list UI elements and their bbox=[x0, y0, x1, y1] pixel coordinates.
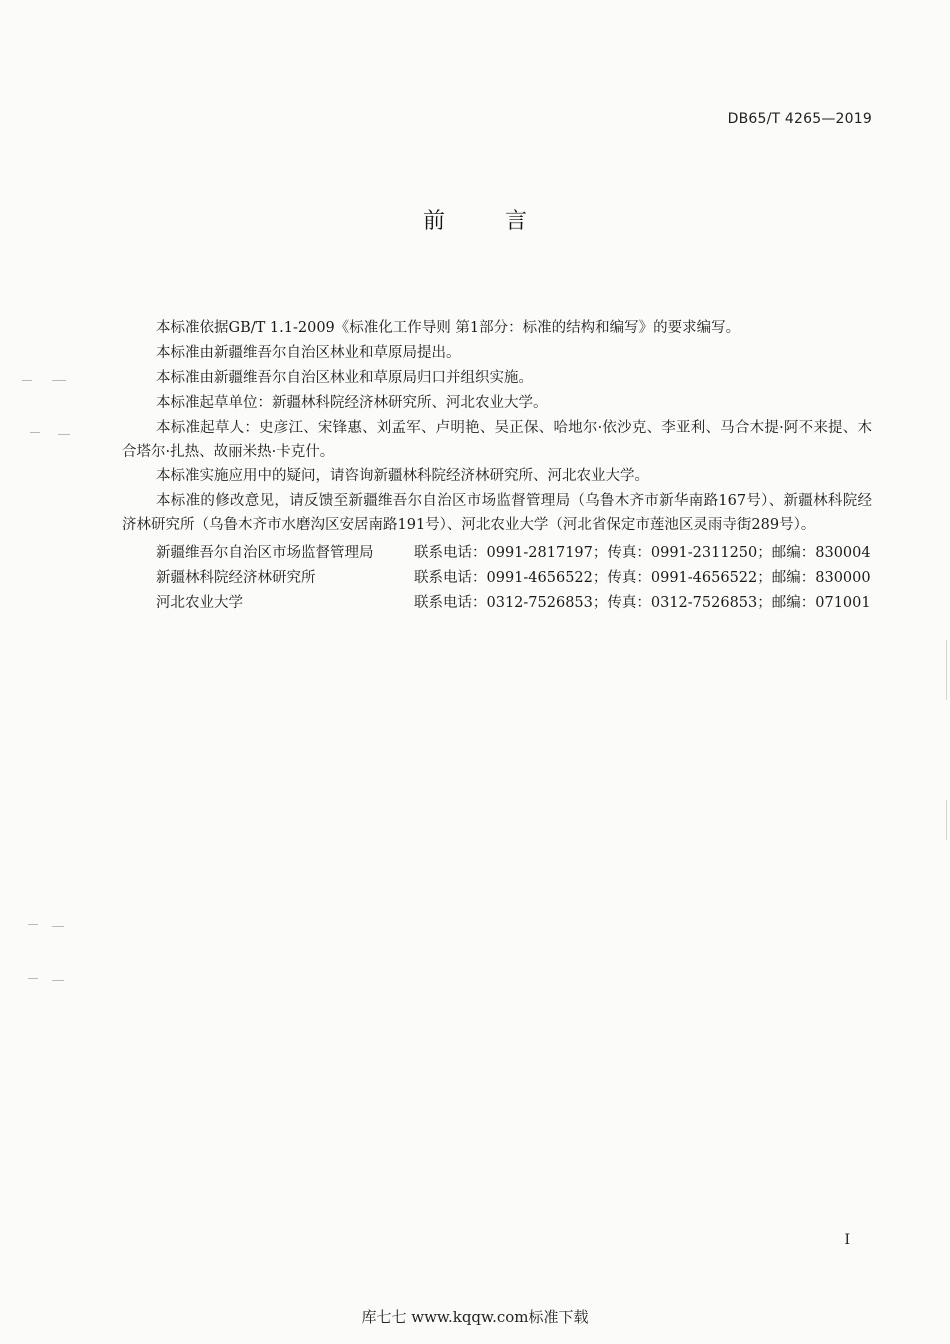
scan-mark bbox=[52, 380, 66, 381]
paragraph-drafters: 本标准起草人：史彦江、宋锋惠、刘孟军、卢明艳、吴正保、哈地尔·依沙克、李亚利、马合木提·阿不来提、木合塔尔·扎热、故丽米热·卡克什。 bbox=[122, 420, 872, 460]
scan-mark bbox=[52, 980, 64, 981]
contact-info: 联系电话：0991-4656522；传真：0991-4656522；邮编：830000 bbox=[414, 570, 871, 586]
scan-edge bbox=[946, 800, 947, 840]
paragraph-proposer: 本标准由新疆维吾尔自治区林业和草原局提出。 bbox=[156, 345, 461, 361]
paragraph-inquiries: 本标准实施应用中的疑问，请咨询新疆林科院经济林研究所、河北农业大学。 bbox=[156, 468, 649, 484]
scan-mark bbox=[52, 926, 64, 927]
contact-row bbox=[122, 541, 872, 566]
contact-name: 新疆林科院经济林研究所 bbox=[156, 570, 316, 586]
paragraph-drafting-units: 本标准起草单位：新疆林科院经济林研究所、河北农业大学。 bbox=[156, 395, 548, 411]
page-number: I bbox=[844, 1232, 850, 1248]
footer-watermark: 库七七 www.kqqw.com标准下载 bbox=[361, 1308, 589, 1326]
contact-name: 新疆维吾尔自治区市场监督管理局 bbox=[156, 545, 374, 561]
contact-name: 河北农业大学 bbox=[156, 595, 243, 611]
scan-mark bbox=[28, 924, 38, 925]
scan-mark bbox=[58, 434, 70, 435]
paragraph-administrator: 本标准由新疆维吾尔自治区林业和草原局归口并组织实施。 bbox=[156, 370, 533, 386]
contact-row bbox=[122, 591, 872, 616]
scan-mark bbox=[22, 380, 32, 381]
page-title: 前言 bbox=[422, 209, 587, 234]
contact-list bbox=[122, 541, 872, 616]
standard-number: DB65/T 4265—2019 bbox=[727, 111, 872, 127]
document-body bbox=[122, 316, 872, 616]
scan-mark bbox=[30, 432, 40, 433]
contact-info: 联系电话：0991-2817197；传真：0991-2311250；邮编：830004 bbox=[414, 545, 871, 561]
contact-row bbox=[122, 566, 872, 591]
paragraph-basis: 本标准依据GB/T 1.1-2009《标准化工作导则 第1部分：标准的结构和编写》的要求编写。 bbox=[156, 320, 741, 336]
contact-info: 联系电话：0312-7526853；传真：0312-7526853；邮编：071001 bbox=[414, 595, 871, 611]
scan-edge bbox=[946, 640, 947, 700]
paragraph-feedback: 本标准的修改意见，请反馈至新疆维吾尔自治区市场监督管理局（乌鲁木齐市新华南路167号）、新疆林科院经济林研究所（乌鲁木齐市水磨沟区安居南路191号）、河北农业大学（河北省保定市莲池区灵雨寺街289号）。 bbox=[122, 493, 872, 533]
scan-mark bbox=[28, 978, 38, 979]
